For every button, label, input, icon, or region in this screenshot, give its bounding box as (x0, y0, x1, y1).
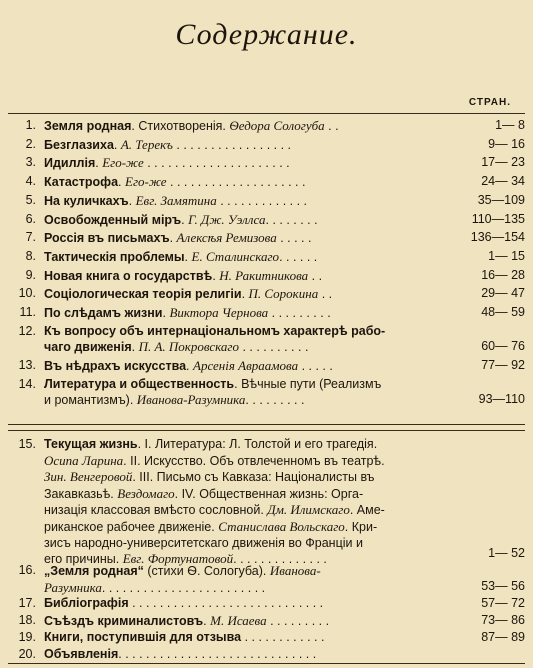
entry-heading: Библіографія (44, 595, 129, 610)
entry-text: . . . . . . . . . . . . . . . . . . . . . . . . (101, 580, 266, 595)
entry-heading: Книги, поступившія для отзыва (44, 629, 242, 644)
page-range: 16— 28 (481, 267, 525, 282)
entry-title (44, 193, 439, 210)
entry-number: 3. (25, 155, 36, 170)
entry-text: низація классовая вмѣсто сословной. (44, 503, 268, 518)
author-name: Зин. Венгеровой (44, 469, 133, 485)
entry-number: 15. (18, 437, 36, 451)
entry-heading: Идиллія (44, 156, 96, 171)
author-name: Е. Сталинскаго (191, 248, 280, 264)
entry-number: 19. (18, 629, 36, 644)
entry-title (44, 613, 439, 630)
page-range: 93—110 (478, 392, 525, 407)
entry-text: . I. Литература: Л. Толстой и его трагедія. (137, 437, 378, 451)
entry-line (44, 453, 439, 470)
page-range: 1— 8 (495, 118, 525, 132)
author-name: А. Терекъ (120, 136, 173, 152)
entry-title (44, 377, 439, 409)
entry-text: . . . . . . . . . . . . . . . . . (172, 137, 292, 152)
entry-title (44, 174, 439, 191)
entry-text: (стихи Ѳ. Сологуба). (143, 564, 270, 579)
author-name: Ѳедора Сологуба (229, 118, 325, 133)
entry-text: . . . . . . . . . . . . . . . . . . . . . (143, 156, 290, 171)
entry-text: . . . . . . . . . (245, 393, 305, 408)
entry-number: 4. (25, 174, 36, 189)
author-name: Станислава Вольскаго (218, 518, 345, 534)
top-divider (8, 113, 525, 114)
entry-number: 11. (19, 305, 36, 319)
entry-number: 14. (18, 376, 36, 391)
page-title: Содержание. (175, 18, 358, 51)
author-name: П. А. Покровскаго (138, 339, 239, 355)
entry-line (44, 392, 439, 409)
entry-number: 20. (18, 646, 36, 661)
entry-heading: Съѣздъ криминалистовъ (44, 613, 204, 628)
author-name: Иванова-Разумника (136, 392, 246, 408)
author-name: Евг. Замятина (135, 192, 217, 208)
entry-heading: Къ вопросу объ интернаціональномъ характерѣ рабо- (44, 323, 386, 338)
entry-line (44, 286, 439, 303)
entry-title (44, 563, 439, 596)
entry-number: 16. (18, 563, 36, 578)
entry-text: . (118, 175, 125, 190)
entry-number: 18. (18, 612, 36, 627)
entry-text: . . (318, 287, 333, 302)
entry-text: . . . . . . . . . (266, 613, 330, 628)
entry-text: . (131, 340, 139, 355)
entry-title (44, 596, 439, 612)
page-range: 53— 56 (481, 578, 525, 593)
entry-heading: Россія въ письмахъ (44, 231, 170, 246)
entry-text: . . . . . . . . . . . . . (216, 193, 308, 208)
author-name: П. Сорокина (248, 286, 319, 302)
page-range: 29— 47 (481, 286, 525, 301)
entry-line (44, 437, 439, 453)
entry-heading: Въ нѣдрахъ искусства (44, 359, 187, 373)
entry-title (44, 268, 439, 285)
bottom-divider (8, 663, 525, 664)
page-range: 1— 15 (488, 248, 525, 263)
entry-text: . . . . . . . . . . . . . . . . . . . . . . . . . . . . . (118, 646, 317, 661)
page-range: 35—109 (477, 192, 525, 207)
entry-text: . (162, 306, 170, 320)
entry-line (44, 358, 439, 375)
entry-title (44, 647, 439, 663)
entry-text: зисъ народно-университетскаго движенія во Франціи и (44, 535, 363, 550)
entry-text: . (203, 613, 211, 628)
entry-number: 5. (25, 192, 36, 207)
entry-text: . III. Письмо съ Кавказа: Націоналисты въ (132, 470, 375, 485)
entry-heading: Освобожденный міръ (44, 212, 182, 227)
entry-text: . . . . . . . . . . . . . . (233, 552, 327, 567)
entry-heading: Литература и общественность (44, 376, 235, 391)
entry-number: 12. (18, 323, 36, 338)
entry-text: . . . . . . . . . . . . (241, 629, 325, 644)
entry-heading: По слѣдамъ жизни (44, 306, 163, 320)
author-name: Алексѣя Ремизова (176, 230, 277, 246)
entry-heading: Катастрофа (44, 175, 119, 190)
entry-line (44, 193, 439, 210)
author-name: М. Исаева (210, 612, 267, 628)
entry-text: . Стихотворенія. (131, 119, 230, 133)
entry-text: . (184, 249, 192, 264)
author-name: Разумника (44, 579, 102, 595)
author-name: Вездомаго (117, 485, 175, 501)
entry-line (44, 230, 439, 247)
page-range: 110—135 (471, 211, 525, 226)
page-range: 9— 16 (488, 136, 525, 151)
entry-text: его причины. (44, 552, 123, 567)
author-name: Иванова- (269, 563, 321, 579)
entry-title (44, 286, 439, 303)
entry-title (44, 324, 439, 356)
entry-number: 7. (25, 230, 36, 245)
page-range: 77— 92 (481, 358, 525, 372)
entry-text: . IV. Общественная жизнь: Орга- (174, 486, 364, 501)
page-range: 1— 52 (488, 546, 525, 561)
entry-line (44, 155, 439, 172)
entry-text: . (181, 212, 189, 227)
entry-text: . . . . . . . . . . . . . . . . . . . . (166, 175, 306, 190)
entry-number: 6. (25, 211, 36, 226)
entry-line (44, 630, 439, 646)
page-range: 24— 34 (481, 174, 525, 189)
entry-line (44, 647, 439, 663)
entry-number: 1. (25, 118, 36, 132)
entry-title (44, 249, 439, 266)
entry-line (44, 377, 439, 393)
entry-text: . (212, 268, 220, 283)
entry-text: . . . . . . . . . . (238, 340, 309, 355)
middle-divider-upper (8, 424, 525, 425)
entry-line (44, 469, 439, 486)
pages-column-header: СТРАН. (468, 97, 511, 108)
entry-text: . . . . . . . . . . . . . . . . . . . . . . . . . . . . (128, 595, 324, 610)
entry-number: 9. (25, 267, 36, 282)
entry-heading: Соціологическая теорія религіи (44, 287, 242, 302)
entry-number: 2. (25, 136, 36, 151)
entry-text: . (241, 287, 249, 302)
entry-line (44, 580, 439, 597)
entry-line (44, 486, 439, 503)
entry-number: 13. (18, 358, 36, 372)
author-name: Его-же (102, 155, 144, 171)
entry-line (44, 118, 439, 135)
author-name: Н. Ракитникова (219, 267, 309, 283)
entry-heading: Безглазиха (44, 137, 114, 152)
entry-line (44, 174, 439, 191)
author-name: Осипа Ларина (44, 452, 124, 468)
entry-text: . (95, 156, 103, 171)
entry-text: . (186, 359, 193, 373)
entry-text: . (128, 193, 136, 208)
entry-title (44, 212, 439, 229)
page-range: 17— 23 (481, 155, 525, 170)
entry-number: 8. (25, 248, 36, 263)
entry-line (44, 137, 439, 154)
entry-title (44, 137, 439, 154)
entry-text: . . . . . . (279, 249, 318, 264)
page-range: 60— 76 (481, 339, 525, 354)
entry-line (44, 563, 439, 580)
author-name: Его-же (125, 174, 167, 190)
entry-title (44, 305, 439, 322)
entry-text: . . . . . (298, 359, 333, 373)
entry-heading: Тактическія проблемы (44, 249, 185, 264)
entry-number: 17. (18, 595, 36, 610)
entry-text: . . (308, 268, 323, 283)
entry-text: риканское рабочее движеніе. (44, 519, 219, 534)
entry-heading: Текущая жизнь (44, 437, 138, 451)
author-name: Евг. Фортунатовой (122, 551, 234, 567)
entry-heading: Объявленія (44, 646, 119, 661)
entry-text: . (113, 137, 121, 152)
entry-text: . Аме- (349, 503, 385, 518)
author-name: Дм. Илимскаго (267, 502, 350, 518)
page-range: 136—154 (470, 230, 525, 245)
page-range: 87— 89 (481, 629, 525, 644)
entry-heading: „Земля родная“ (44, 564, 144, 579)
entry-text: . Вѣчные пути (Реализмъ (234, 376, 382, 391)
entry-number: 10. (18, 286, 36, 301)
entry-line (44, 536, 439, 552)
entry-text: и романтизмъ). (44, 393, 137, 408)
entry-text: . (169, 231, 177, 246)
entry-title (44, 118, 439, 135)
author-name: Виктора Чернова (169, 305, 269, 320)
entry-text: . . . . . (276, 231, 312, 246)
entry-text: . II. Искусство. Объ отвлеченномъ въ театрѣ. (123, 453, 385, 468)
page-range: 48— 59 (481, 305, 525, 319)
page-range: 73— 86 (481, 612, 525, 627)
entry-title (44, 230, 439, 247)
entry-title (44, 358, 439, 375)
entry-line (44, 502, 439, 519)
entry-text: Закавказьѣ. (44, 486, 118, 501)
entry-text: . . . . . . . . (265, 212, 318, 227)
entry-text: . . (324, 119, 339, 133)
entry-line (44, 519, 439, 536)
entry-line (44, 613, 439, 630)
entry-heading: На куличкахъ (44, 193, 129, 208)
author-name: Г. Дж. Уэллса (188, 211, 266, 227)
entry-text: . . . . . . . . . (268, 306, 331, 320)
entry-title (44, 630, 439, 646)
entry-heading: чаго движенія (44, 340, 132, 355)
entry-text: . Кри- (344, 519, 378, 534)
entry-heading: Земля родная (44, 119, 132, 133)
entry-line (44, 339, 439, 356)
entry-line (44, 596, 439, 612)
entry-heading: Новая книга о государствѣ (44, 268, 213, 283)
page-range: 57— 72 (481, 595, 525, 610)
entry-line (44, 268, 439, 285)
middle-divider-lower (8, 430, 525, 431)
entry-title (44, 155, 439, 172)
author-name: Арсенія Авраамова (193, 358, 299, 373)
entry-line (44, 305, 439, 322)
entry-title (44, 437, 439, 568)
entry-line (44, 249, 439, 266)
entry-line (44, 212, 439, 229)
entry-line (44, 324, 439, 340)
